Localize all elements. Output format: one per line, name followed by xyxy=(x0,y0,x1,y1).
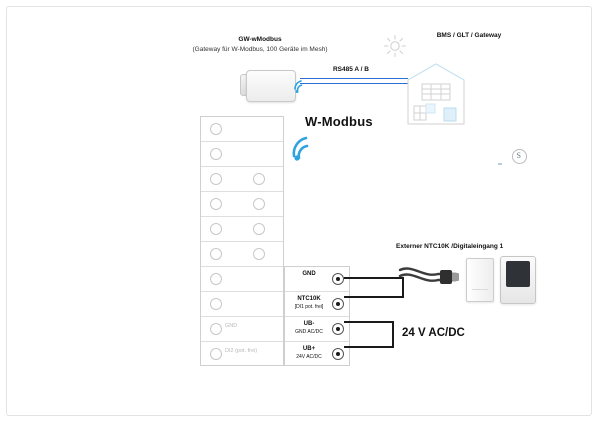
terminal-row xyxy=(201,192,283,217)
wire-ub-minus xyxy=(344,321,394,323)
wire-power-join xyxy=(392,321,394,347)
terminal-contact-icon xyxy=(332,298,344,310)
terminal-row-gnd xyxy=(285,267,349,292)
protocol-label: W-Modbus xyxy=(305,114,373,129)
cable-probe-icon xyxy=(398,262,462,294)
terminal-row xyxy=(201,317,283,342)
sun-icon xyxy=(383,34,407,58)
terminal-row-ntc10k xyxy=(285,292,349,317)
terminal-sublabel: [DI1 pot. frei] xyxy=(294,304,324,310)
terminal-label: UB+ xyxy=(302,346,316,352)
wire-ntc10k xyxy=(344,296,404,298)
power-label: 24 V AC/DC xyxy=(402,327,465,339)
gateway-subtitle: (Gateway für W-Modbus, 100 Geräte im Mesh) xyxy=(192,46,328,53)
terminal-port-icon xyxy=(253,248,265,260)
terminal-row xyxy=(201,217,283,242)
gateway-logo-icon xyxy=(512,149,527,164)
terminal-port-icon xyxy=(210,123,222,135)
rs485-wire-b xyxy=(300,83,408,84)
terminal-contact-icon xyxy=(332,348,344,360)
wifi-icon xyxy=(292,76,312,99)
terminal-label: DI2 (pot. frei) xyxy=(225,348,258,354)
terminal-label: GND xyxy=(225,323,238,329)
sensors-label: Externer NTC10K /Digitaleingang 1 xyxy=(396,243,504,250)
bms-label: BMS / GLT / Gateway xyxy=(436,32,502,39)
terminal-sublabel: 24V AC/DC xyxy=(296,354,322,360)
building-icon xyxy=(400,58,472,130)
terminal-label: GND xyxy=(302,271,316,277)
rs485-wire-a xyxy=(300,78,408,79)
terminal-port-icon xyxy=(210,248,222,260)
wifi-icon-large xyxy=(290,132,326,167)
terminal-row xyxy=(201,167,283,192)
terminal-port-icon xyxy=(210,348,222,360)
gateway-title: GW-wModbus xyxy=(238,36,282,43)
terminal-row xyxy=(201,117,283,142)
terminal-row xyxy=(201,142,283,167)
terminal-row xyxy=(201,242,283,267)
terminal-label: NTC10K xyxy=(297,296,321,302)
terminal-row xyxy=(201,292,283,317)
terminal-sublabel: GND AC/DC xyxy=(295,329,323,335)
terminal-row-ub-plus xyxy=(285,342,349,367)
terminal-row xyxy=(201,342,283,367)
terminal-contact-icon xyxy=(332,273,344,285)
gateway-device xyxy=(246,70,296,102)
gateway-led-icon xyxy=(498,163,502,165)
terminal-port-icon xyxy=(253,198,265,210)
wire-ub-plus xyxy=(344,346,394,348)
box-sensor-icon xyxy=(500,256,536,304)
terminal-port-icon xyxy=(253,173,265,185)
terminal-port-icon xyxy=(210,298,222,310)
terminal-label: UB- xyxy=(303,321,315,327)
rs485-label: RS485 A / B xyxy=(332,66,369,73)
terminal-port-icon xyxy=(210,223,222,235)
wire-gnd xyxy=(344,277,404,279)
active-terminal-block xyxy=(284,266,350,366)
terminal-row-ub-minus xyxy=(285,317,349,342)
terminal-row xyxy=(201,267,283,292)
device-terminal-block xyxy=(200,116,284,366)
terminal-contact-icon xyxy=(332,323,344,335)
terminal-port-icon xyxy=(253,223,265,235)
terminal-port-icon xyxy=(210,173,222,185)
wall-sensor-icon xyxy=(466,258,494,302)
terminal-port-icon xyxy=(210,273,222,285)
terminal-port-icon xyxy=(210,323,222,335)
terminal-port-icon xyxy=(210,148,222,160)
terminal-port-icon xyxy=(210,198,222,210)
